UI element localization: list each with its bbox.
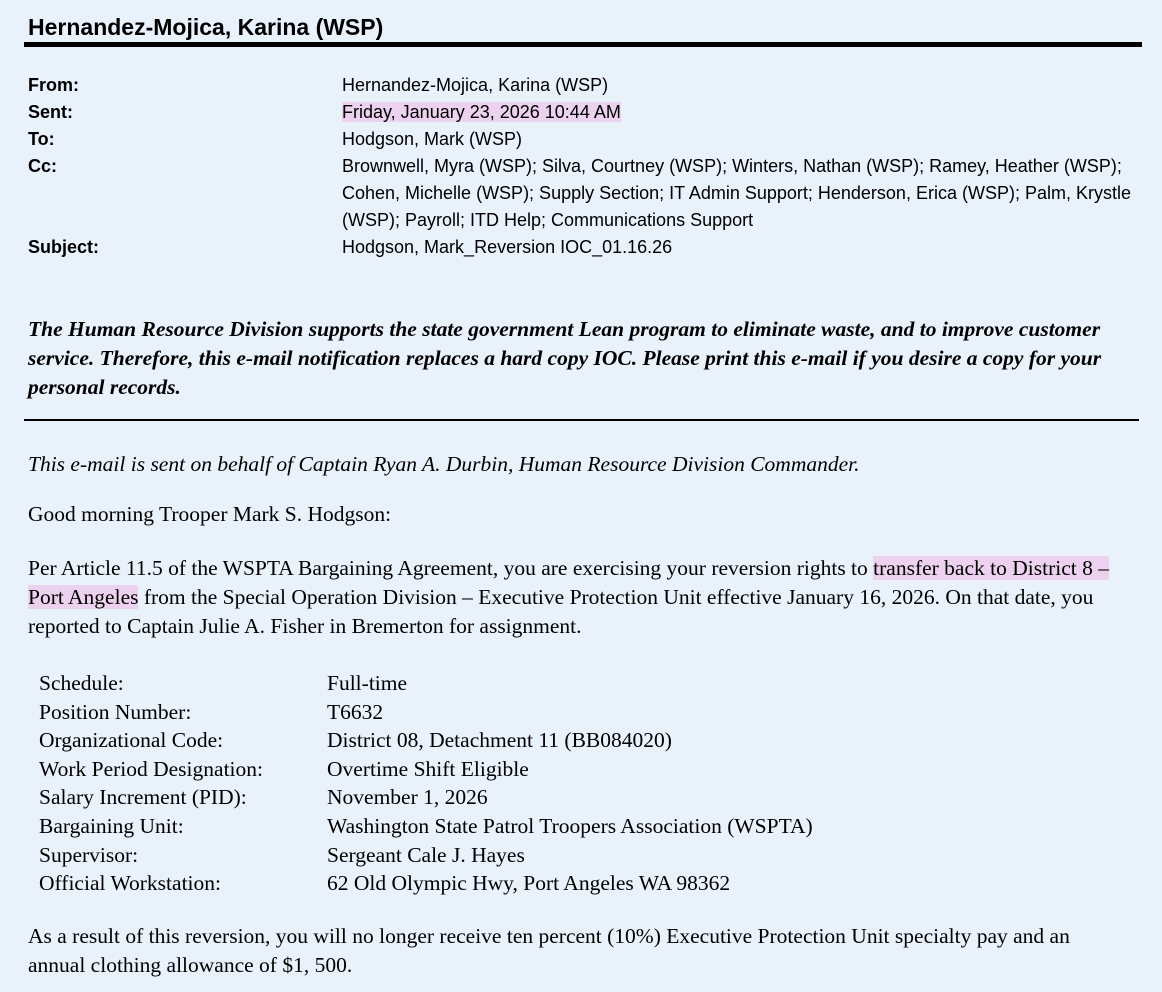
from-value: Hernandez-Mojica, Karina (WSP)	[342, 75, 609, 95]
detail-value: Sergeant Cale J. Hayes	[327, 842, 525, 867]
detail-label: Bargaining Unit:	[39, 813, 184, 838]
detail-label: Official Workstation:	[39, 871, 221, 896]
paragraph-specialty-pay: As a result of this reversion, you will no longer receive ten percent (10%) Executive Protection Unit specialty pay and an annual clothing allowance of $1, 500.	[28, 924, 1070, 977]
to-label: To:	[28, 129, 55, 149]
detail-value: November 1, 2026	[327, 785, 488, 810]
detail-value: Overtime Shift Eligible	[327, 756, 529, 781]
cc-value: Brownwell, Myra (WSP); Silva, Courtney (WSP); Winters, Nathan (WSP); Ramey, Heather (WSP); Cohen, Michelle (WSP); Supply Section; IT Admin Support; Henderson, Erica (WSP); Palm, Krystle (WSP); Payroll; ITD Help; Communications Support	[342, 156, 1131, 230]
sent-value-row	[342, 99, 1132, 126]
greeting: Good morning Trooper Mark S. Hodgson:	[28, 502, 392, 526]
to-value: Hodgson, Mark (WSP)	[342, 129, 523, 149]
detail-label: Position Number:	[39, 699, 192, 724]
sent-label: Sent:	[28, 102, 73, 122]
title-divider	[24, 42, 1142, 47]
detail-value: 62 Old Olympic Hwy, Port Angeles WA 98362	[327, 871, 731, 896]
paragraph-reversion	[28, 554, 1136, 641]
subject-label: Subject:	[28, 237, 100, 257]
detail-label: Work Period Designation:	[39, 756, 263, 781]
lean-notice: The Human Resource Division supports the state government Lean program to eliminate waste, and to improve customer service. Therefore, this e-mail notification replaces a hard copy IOC. Please print this e-mail if you desire a copy for your personal records.	[28, 317, 1102, 399]
subject-value: Hodgson, Mark_Reversion IOC_01.16.26	[342, 237, 673, 257]
sent-value: Friday, January 23, 2026 10:44 AM	[342, 102, 621, 122]
detail-value: Washington State Patrol Troopers Association (WSPTA)	[327, 813, 813, 838]
paragraph-reversion-start: Per Article 11.5 of the WSPTA Bargaining Agreement, you are exercising your reversion rights to	[28, 556, 868, 580]
detail-value: District 08, Detachment 11 (BB084020)	[327, 728, 672, 753]
behalf-line: This e-mail is sent on behalf of Captain Ryan A. Durbin, Human Resource Division Commander.	[28, 452, 860, 476]
cc-label: Cc:	[28, 156, 58, 176]
detail-value: Full-time	[327, 671, 408, 695]
sender-title: Hernandez-Mojica, Karina (WSP)	[28, 14, 384, 40]
detail-label: Salary Increment (PID):	[39, 785, 247, 810]
detail-value: T6632	[327, 699, 384, 724]
paragraph-reversion-end: from the Special Operation Division – Executive Protection Unit effective January 16, 2026. On that date, you reported to Captain Julie A. Fisher in Bremerton for assignment.	[28, 585, 1094, 638]
detail-label: Organizational Code:	[39, 728, 224, 753]
transfer-highlight: transfer back to District 8 – Port Angeles	[28, 556, 1109, 609]
notice-divider	[24, 419, 1139, 421]
from-label: From:	[28, 75, 79, 95]
detail-label: Supervisor:	[39, 842, 139, 867]
detail-label: Schedule:	[39, 671, 124, 695]
